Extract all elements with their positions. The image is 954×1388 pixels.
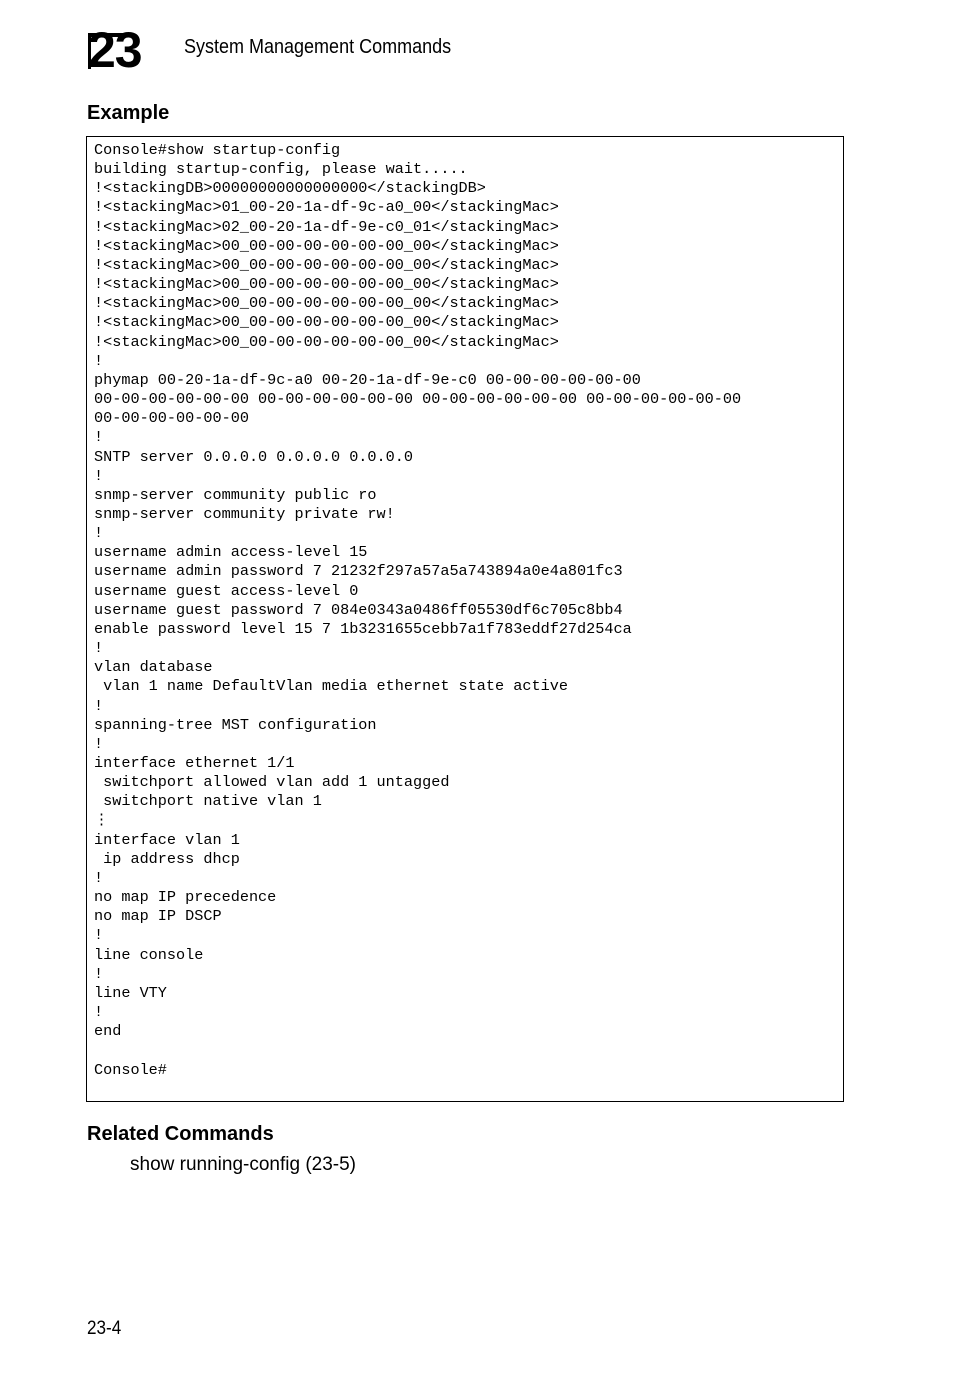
code-line: line VTY <box>94 983 167 1002</box>
related-commands-heading: Related Commands <box>87 1123 274 1145</box>
code-line: ! <box>94 639 104 658</box>
code-line: vlan database <box>94 658 213 677</box>
code-line: !<stackingDB>00000000000000000</stackingDB> <box>94 179 486 198</box>
code-line: building startup-config, please wait..... <box>94 160 468 179</box>
code-line: ! <box>94 524 104 543</box>
code-line: spanning-tree MST configuration <box>94 715 377 734</box>
code-line: !<stackingMac>00_00-00-00-00-00-00_00</stackingMac> <box>94 294 559 313</box>
code-line: !<stackingMac>00_00-00-00-00-00-00_00</stackingMac> <box>94 275 559 294</box>
code-line: ! <box>94 428 104 447</box>
code-line: ! <box>94 351 104 370</box>
example-heading: Example <box>87 102 170 124</box>
code-line: snmp-server community public ro <box>94 485 377 504</box>
code-line: interface vlan 1 <box>94 830 240 849</box>
code-line: ! <box>94 466 104 485</box>
code-example <box>94 141 741 1080</box>
code-line: snmp-server community private rw! <box>94 504 395 523</box>
code-line: ip address dhcp <box>94 849 240 868</box>
code-line: !<stackingMac>00_00-00-00-00-00-00_00</stackingMac> <box>94 255 559 274</box>
chapter-title: System Management Commands <box>184 36 452 58</box>
code-line: !<stackingMac>01_00-20-1a-df-9c-a0_00</stackingMac> <box>94 198 559 217</box>
code-line: end <box>94 1022 122 1041</box>
code-line: phymap 00-20-1a-df-9c-a0 00-20-1a-df-9e-c0 00-00-00-00-00-00 <box>94 370 641 389</box>
code-line: enable password level 15 7 1b3231655cebb7a1f783eddf27d254ca <box>94 619 632 638</box>
code-line: !<stackingMac>02_00-20-1a-df-9e-c0_01</stackingMac> <box>94 217 559 236</box>
code-line: !<stackingMac>00_00-00-00-00-00-00_00</stackingMac> <box>94 236 559 255</box>
code-line: ! <box>94 734 104 753</box>
chapter-number: 23 <box>88 22 142 78</box>
code-line: username guest access-level 0 <box>94 581 359 600</box>
code-line: 00-00-00-00-00-00 00-00-00-00-00-00 00-00-00-00-00-00 00-00-00-00-00-00 <box>94 390 742 409</box>
code-line: 00-00-00-00-00-00 <box>94 409 249 428</box>
code-line: interface ethernet 1/1 <box>94 754 295 772</box>
code-line: username admin access-level 15 <box>94 543 368 562</box>
code-line: username guest password 7 084e0343a0486ff05530df6c705c8bb4 <box>94 600 623 619</box>
code-line: ! <box>94 926 104 945</box>
code-line: switchport allowed vlan add 1 untagged <box>94 773 450 792</box>
code-line: !<stackingMac>00_00-00-00-00-00-00_00</stackingMac> <box>94 313 559 332</box>
code-line: line console <box>94 945 204 964</box>
code-example-box <box>86 136 844 1102</box>
code-line: ⋮ <box>94 811 110 830</box>
code-line: ! <box>94 964 104 983</box>
code-line: ! <box>94 868 104 887</box>
code-line: SNTP server 0.0.0.0 0.0.0.0 0.0.0.0 <box>94 447 413 466</box>
page-number: 23-4 <box>87 1318 122 1339</box>
code-line: ! <box>94 1003 104 1022</box>
code-line: username admin password 7 21232f297a57a5a743894a0e4a801fc3 <box>94 562 623 581</box>
code-line: !<stackingMac>00_00-00-00-00-00-00_00</stackingMac> <box>94 332 559 351</box>
code-line: switchport native vlan 1 <box>94 792 322 811</box>
code-line: Console# <box>94 1060 167 1079</box>
code-line: no map IP precedence <box>94 888 277 907</box>
code-line: Console#show startup-config <box>94 141 341 159</box>
code-line: vlan 1 name DefaultVlan media ethernet state active <box>94 677 568 696</box>
code-line: no map IP DSCP <box>94 907 222 926</box>
code-line: ! <box>94 696 104 715</box>
related-command-link[interactable]: show running-config (23-5) <box>130 1154 357 1175</box>
